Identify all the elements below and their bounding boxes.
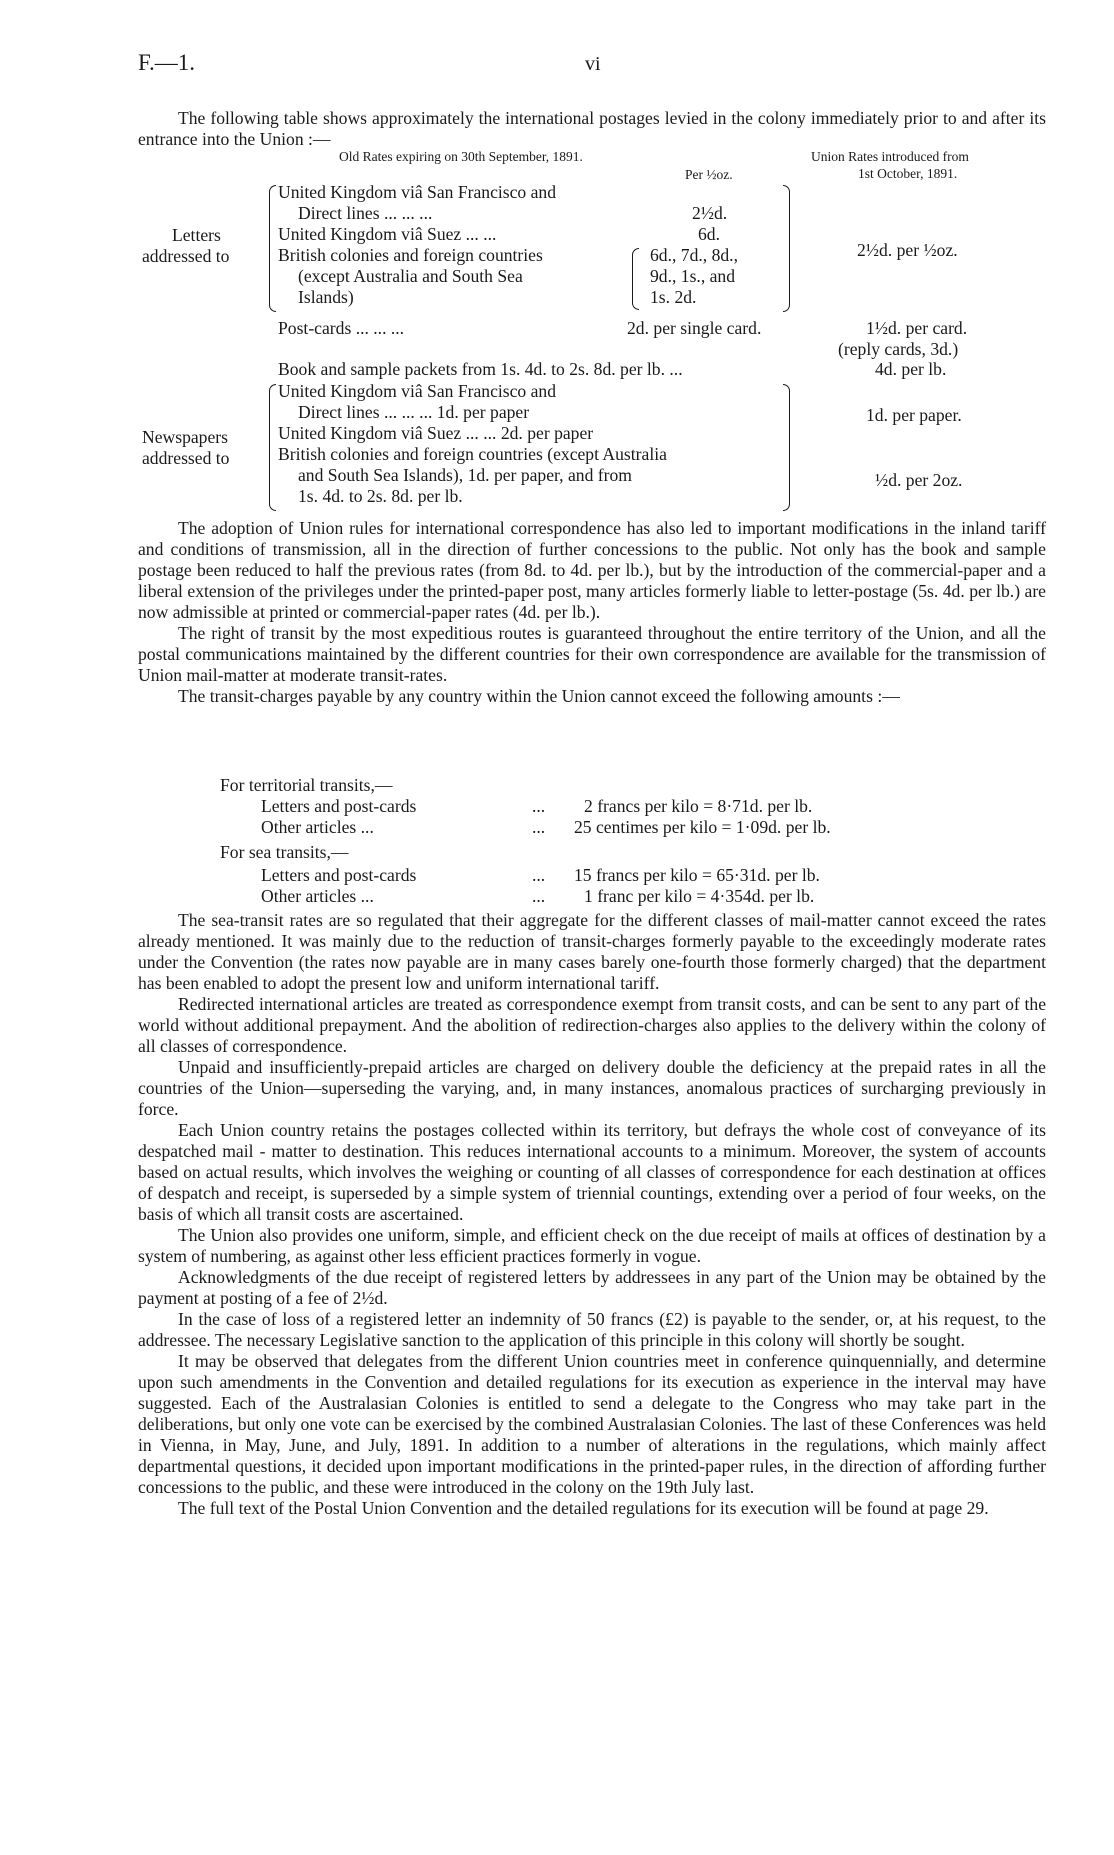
newspapers-row: 1s. 4d. to 2s. 8d. per lb. <box>298 486 463 506</box>
transit-leader: ... <box>532 817 546 837</box>
postcards-union-reply: (reply cards, 3d.) <box>838 339 959 359</box>
transit-leader: ... <box>532 865 546 885</box>
newspapers-row: British colonies and foreign countries (except Australia <box>278 444 667 464</box>
letters-dest-row: Islands) <box>298 287 354 307</box>
transit-item: Other articles ... <box>261 817 374 837</box>
paragraph: The Union also provides one uniform, simple, and efficient check on the due receipt of mails at offices of destination by a system of numbering, as against other less efficient practices formerly in vogue. <box>138 1225 1046 1266</box>
letters-dest-row: British colonies and foreign countries <box>278 245 543 265</box>
postcards-old-item: Post-cards ... ... ... <box>278 318 405 338</box>
union-rates-heading-line2: 1st October, 1891. <box>858 166 958 181</box>
newspapers-union-rate-2: ½d. per 2oz. <box>875 470 963 490</box>
newspapers-union-rate-1: 1d. per paper. <box>866 405 962 425</box>
letters-old-rate: 6d., 7d., 8d., <box>650 245 738 265</box>
paragraph: Acknowledgments of the due receipt of registered letters by addressees in any part of the Union may be obtained by the payment at posting of a fee of 2½d. <box>138 1267 1046 1308</box>
book-packets-old: Book and sample packets from 1s. 4d. to 2s. 8d. per lb. ... <box>278 359 683 379</box>
body-paragraphs-b <box>138 910 1046 1519</box>
paragraph: In the case of loss of a registered letter an indemnity of 50 francs (£2) is payable to the sender, or, at his request, to the addressee. The necessary Legislative sanction to the application of this principle in this colony will shortly be sought. <box>138 1309 1046 1350</box>
letters-union-rate: 2½d. per ½oz. <box>857 240 958 260</box>
transit-item: Other articles ... <box>261 886 374 906</box>
union-rates-heading-line1: Union Rates introduced from <box>811 149 969 164</box>
letters-label-line1: Letters <box>172 225 221 245</box>
transit-rate: 1 franc per kilo = 4·354d. per lb. <box>584 886 815 906</box>
transit-leader: ... <box>532 796 546 816</box>
transit-rate: 2 francs per kilo = 8·71d. per lb. <box>584 796 813 816</box>
series-reference: F.—1. <box>138 50 195 75</box>
paragraph: Unpaid and insufficiently-prepaid articles are charged on delivery double the deficiency at the prepaid rates in all the countries of the Union—superseding the varying, and, in many instances, anomalous practices of surcharging previously in force. <box>138 1057 1046 1119</box>
newspapers-label-line1: Newspapers <box>142 427 228 447</box>
paragraph: The transit-charges payable by any country within the Union cannot exceed the following amounts :— <box>178 686 900 706</box>
paragraph: Each Union country retains the postages collected within its territory, but defrays the whole cost of conveyance of its despatched mail - matter to destination. This reduces international accounts to a minimum. Moreover, the system of accounts based on actual results, which involves the weighing or counting of all classes of correspondence for each destination at offices of despatch and receipt, is superseded by a simple system of triennial countings, extending over a period of four weeks, on the basis of which all transit costs are ascertained. <box>138 1120 1046 1224</box>
letters-dest-row: United Kingdom viâ San Francisco and <box>278 182 557 202</box>
sea-heading: For sea transits,— <box>220 842 349 862</box>
transit-item: Letters and post-cards <box>261 796 417 816</box>
letters-old-rate: 6d. <box>698 224 720 244</box>
paragraph: The sea-transit rates are so regulated that their aggregate for the different classes of mail-matter cannot exceed the rates already mentioned. It was mainly due to the reduction of transit-charges formerly payable to the exceedingly moderate rates under the Convention (the rates now payable are in many cases barely one-fourth those formerly charged) that the department has been enabled to adopt the present low and uniform international tariff. <box>138 910 1046 993</box>
newspapers-row: and South Sea Islands), 1d. per paper, and from <box>298 465 632 485</box>
paragraph: The adoption of Union rules for international correspondence has also led to important modifications in the inland tariff and conditions of transmission, all in the direction of further concessions to the public. Not only has the book and sample postage been reduced to half the previous rates (from 8d. to 4d. per lb.), but by the introduction of the commercial-paper and a liberal extension of the privileges under the printed-paper post, many articles formerly liable to letter-postage (5s. 4d. per lb.) are now admissible at printed or commercial-paper rates (4d. per lb.). <box>138 518 1046 622</box>
letters-old-rate: 2½d. <box>692 203 728 223</box>
letters-old-rate: 1s. 2d. <box>650 287 697 307</box>
newspapers-row: Direct lines ... ... ... 1d. per paper <box>298 402 530 422</box>
letters-label-line2: addressed to <box>142 246 230 266</box>
page-number: vi <box>585 53 601 75</box>
letters-dest-row: (except Australia and South Sea <box>298 266 523 286</box>
letters-old-rate: 9d., 1s., and <box>650 266 736 286</box>
letters-dest-row: United Kingdom viâ Suez ... ... <box>278 224 497 244</box>
per-half-oz-heading: Per ½oz. <box>685 167 733 182</box>
paragraph: It may be observed that delegates from the different Union countries meet in conference quinquennially, and determine upon such amendments in the Convention and detailed regulations for its execution as experience in the interval may have suggested. Each of the Australasian Colonies is entitled to send a delegate to the Congress who may take part in the deliberations, but only one vote can be exercised by the combined Australasian Colonies. The last of these Conferences was held in Vienna, in May, June, and July, 1891. In addition to a number of alterations in the regulations, which mainly affect departmental questions, it decided upon important modifications in the printed-paper rules, in the direction of affording further concessions to the public, and these were introduced in the colony on the 19th July last. <box>138 1351 1046 1497</box>
postcards-old-rate: 2d. per single card. <box>627 318 762 338</box>
paragraph: Redirected international articles are treated as correspondence exempt from transit costs, and can be sent to any part of the world without additional prepayment. And the abolition of redirection-charges also applies to the delivery within the colony of all classes of correspondence. <box>138 994 1046 1056</box>
postcards-union-rate: 1½d. per card. <box>866 318 968 338</box>
newspapers-row: United Kingdom viâ Suez ... ... 2d. per paper <box>278 423 594 443</box>
book-packets-union: 4d. per lb. <box>875 359 947 379</box>
old-rates-heading: Old Rates expiring on 30th September, 1891. <box>339 149 583 164</box>
newspapers-label-line2: addressed to <box>142 448 230 468</box>
transit-charges-list <box>0 0 1114 920</box>
newspapers-row: United Kingdom viâ San Francisco and <box>278 381 557 401</box>
paragraph: The right of transit by the most expeditious routes is guaranteed throughout the entire territory of the Union, and all the postal communications maintained by the different countries for their own correspondence are available for the transmission of Union mail-matter at moderate transit-rates. <box>138 623 1046 685</box>
territorial-heading: For territorial transits,— <box>220 775 393 795</box>
paragraph: The full text of the Postal Union Convention and the detailed regulations for its execution will be found at page 29. <box>178 1498 989 1518</box>
transit-rate: 15 francs per kilo = 65·31d. per lb. <box>574 865 820 885</box>
transit-rate: 25 centimes per kilo = 1·09d. per lb. <box>574 817 831 837</box>
transit-item: Letters and post-cards <box>261 865 417 885</box>
transit-leader: ... <box>532 886 546 906</box>
letters-dest-row: Direct lines ... ... ... <box>298 203 433 223</box>
intro-paragraph: The following table shows approximately the international postages levied in the colony immediately prior to and after its entrance into the Union :— <box>138 108 1046 149</box>
